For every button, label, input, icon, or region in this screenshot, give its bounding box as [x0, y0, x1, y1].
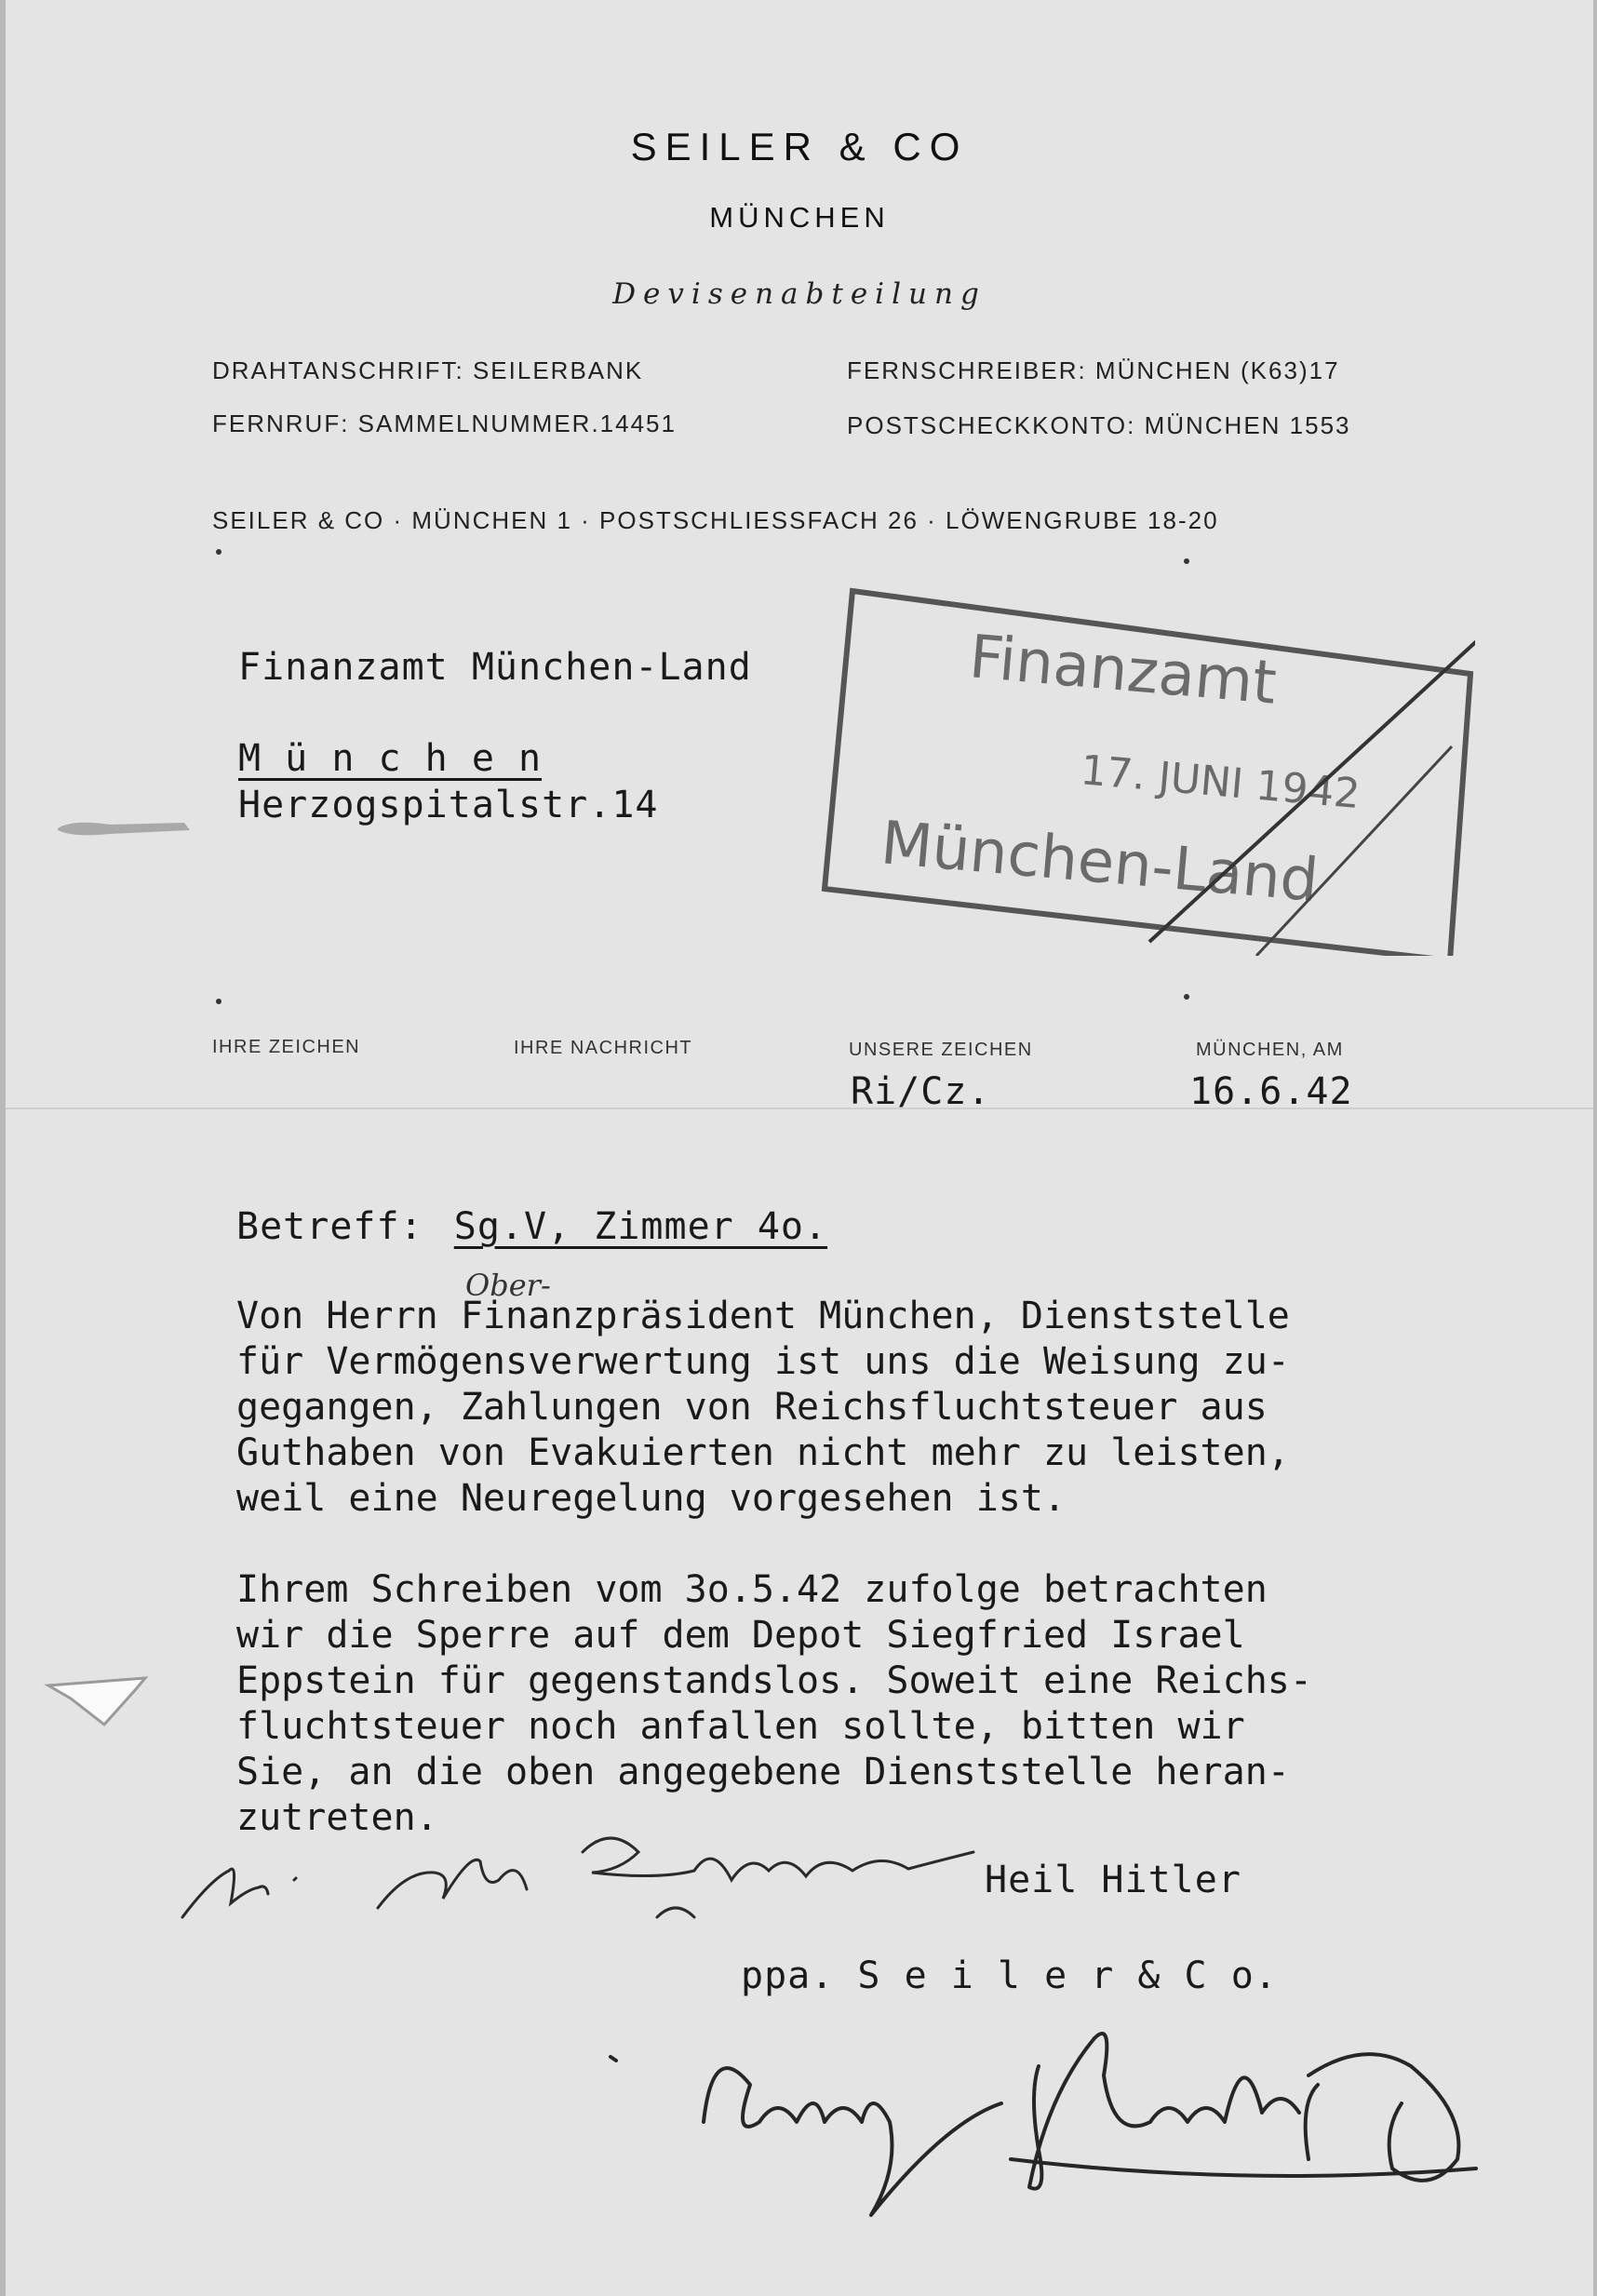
body-line: Von Herrn Finanzpräsident München, Dienststelle — [236, 1295, 1290, 1337]
department: Devisenabteilung — [612, 277, 986, 311]
body-line: Guthaben von Evakuierten nicht mehr zu leisten, — [236, 1431, 1290, 1474]
your-reference-label: IHRE ZEICHEN — [212, 1037, 361, 1057]
body-line: gegangen, Zahlungen von Reichsfluchtsteuer aus — [236, 1386, 1268, 1429]
signatures — [592, 1982, 1569, 2296]
telegram-address: DRAHTANSCHRIFT: SEILERBANK — [212, 356, 644, 384]
body-line: fluchtsteuer noch anfallen sollte, bitten wir — [236, 1705, 1245, 1748]
punch-hole-lower — [43, 1671, 154, 1736]
body-line: weil eine Neuregelung vorgesehen ist. — [236, 1477, 1067, 1520]
our-reference-label: UNSERE ZEICHEN — [849, 1040, 1033, 1060]
body-line: Sie, an die oben angegebene Dienststelle heran- — [236, 1751, 1290, 1793]
your-message-label: IHRE NACHRICHT — [514, 1038, 693, 1058]
greeting: Heil Hitler — [985, 1859, 1241, 1901]
handwritten-insert: Ober- — [465, 1268, 551, 1303]
guide-dot — [216, 999, 221, 1004]
our-reference-value: Ri/Cz. — [851, 1070, 991, 1113]
letter-date: 16.6.42 — [1189, 1070, 1353, 1113]
guide-dot — [1184, 994, 1189, 1000]
recipient-line-3: Herzogspitalstr.14 — [238, 784, 659, 826]
subject-value: Sg.V, Zimmer 4o. — [453, 1205, 828, 1248]
guide-dot — [216, 549, 221, 555]
guide-dot — [1184, 558, 1189, 564]
firm-city: MÜNCHEN — [709, 201, 890, 234]
signature-block: ppa. S e i l e r & C o. — [741, 1954, 1278, 1997]
body-line: für Vermögensverwertung ist uns die Weisung zu- — [236, 1340, 1290, 1383]
paragraph-gap — [236, 1522, 1312, 1567]
stamp-line-2: 17. JUNI 1942 — [1079, 746, 1362, 819]
stamp-line-1: Finanzamt — [966, 623, 1280, 718]
body-line: Eppstein für gegenstandslos. Soweit eine Reichs- — [236, 1659, 1312, 1702]
recipient-line-1: Finanzamt München-Land — [238, 646, 752, 689]
body-line: wir die Sperre auf dem Depot Siegfried Israel — [236, 1614, 1245, 1657]
postal-account: POSTSCHECKKONTO: MÜNCHEN 1553 — [847, 411, 1351, 439]
phone-number: FERNRUF: SAMMELNUMMER.14451 — [212, 410, 677, 437]
body-text — [236, 1294, 1312, 1841]
subject-line — [236, 1205, 827, 1248]
received-stamp — [819, 584, 1475, 956]
body-line: zutreten. — [236, 1796, 438, 1839]
body-line: Ihrem Schreiben vom 3o.5.42 zufolge betrachten — [236, 1568, 1268, 1611]
return-address: SEILER & CO · MÜNCHEN 1 · POSTSCHLIESSFACH 26 · LÖWENGRUBE 18-20 — [212, 506, 1219, 534]
fold-line — [6, 1108, 1593, 1109]
date-label: MÜNCHEN, AM — [1196, 1040, 1344, 1060]
punch-hole-upper — [54, 810, 194, 847]
handwritten-note — [173, 1815, 1011, 1945]
letter-page — [6, 0, 1593, 2296]
subject-label: Betreff: — [236, 1205, 423, 1248]
stamp-line-3: München-Land — [878, 809, 1322, 917]
recipient-line-2: M ü n c h e n — [238, 737, 543, 780]
firm-name: SEILER & CO — [630, 125, 969, 168]
telex-number: FERNSCHREIBER: MÜNCHEN (K63)17 — [847, 356, 1340, 384]
